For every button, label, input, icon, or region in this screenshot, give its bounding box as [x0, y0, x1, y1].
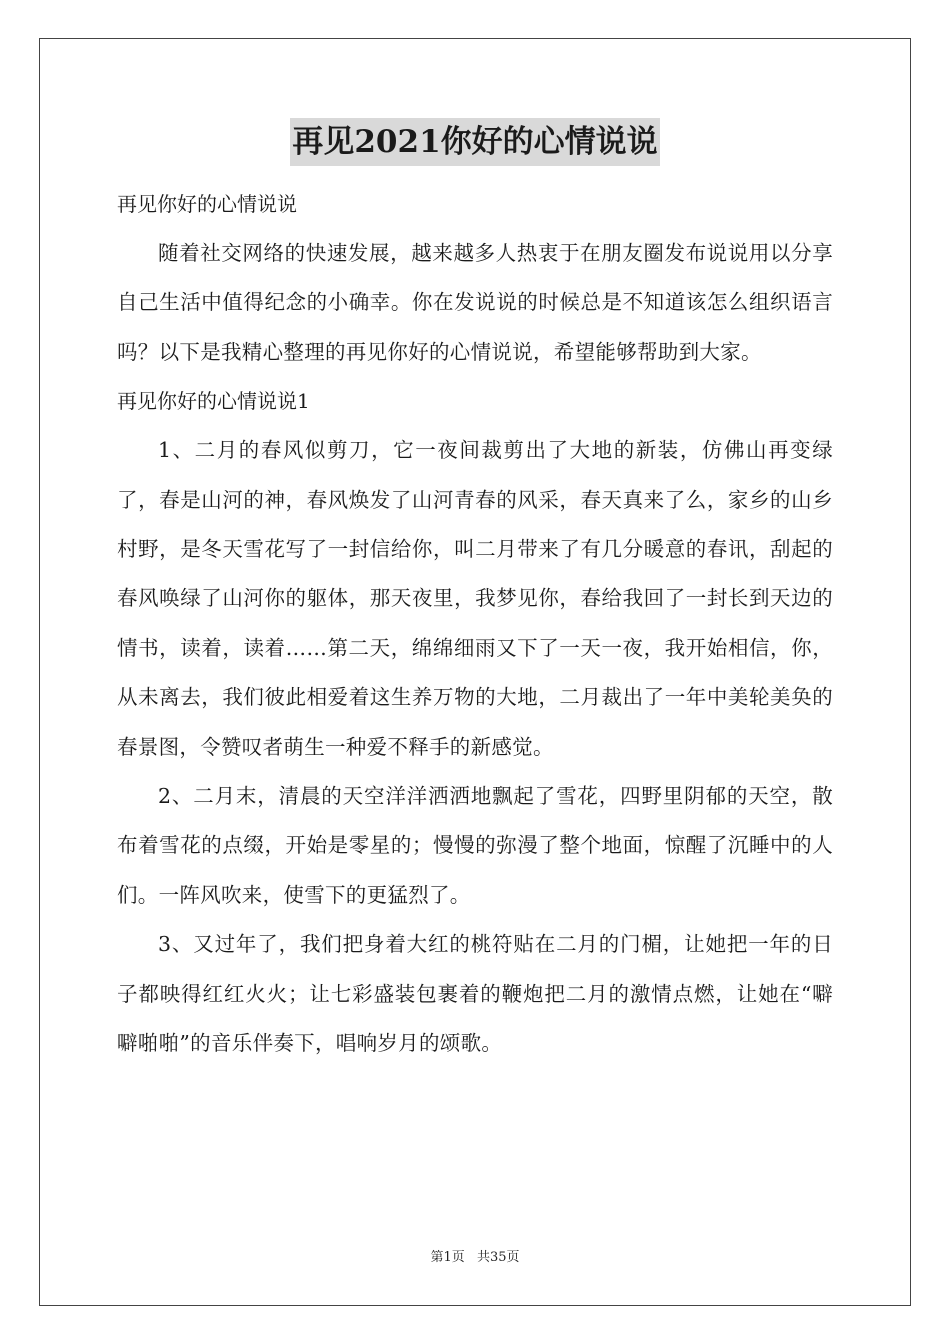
document-title: 再见2021你好的心情说说 [290, 118, 659, 166]
document-subtitle: 再见你好的心情说说 [117, 192, 297, 216]
page-footer [0, 1246, 950, 1265]
page-total: 共35页 [476, 1250, 520, 1265]
title-container [117, 118, 833, 174]
intro-paragraph: 随着社交网络的快速发展，越来越多人热衷于在朋友圈发布说说用以分享自己生活中值得纪念的小确幸。你在发说说的时候总是不知道该怎么组织语言吗？以下是我精心整理的再见你好的心情说说，希望能够帮助到大家。 [117, 241, 833, 364]
paragraph-2: 2、二月末，清晨的天空洋洋洒洒地飘起了雪花，四野里阴郁的天空，散布着雪花的点缀，开始是零星的；慢慢的弥漫了整个地面，惊醒了沉睡中的人们。一阵风吹来，使雪下的更猛烈了。 [117, 784, 833, 907]
paragraph-3: 3、又过年了，我们把身着大红的桃符贴在二月的门楣，让她把一年的日子都映得红红火火；让七彩盛装包裹着的鞭炮把二月的激情点燃，让她在“噼噼啪啪”的音乐伴奏下，唱响岁月的颂歌。 [117, 932, 833, 1056]
paragraph-1: 1、二月的春风似剪刀，它一夜间裁剪出了大地的新装，仿佛山再变绿了，春是山河的神，春风焕发了山河青春的风采，春天真来了么，家乡的山乡村野，是冬天雪花写了一封信给你，叫二月带来了有几分暖意的春讯，刮起的春风唤绿了山河你的躯体，那天夜里，我梦见你，春给我回了一封长到天边的情书，读着，读着……第二天，绵绵细雨又下了一天一夜，我开始相信，你，从未离去，我们彼此相爱着这生养万物的大地，二月裁出了一年中美轮美奂的春景图，令赞叹者萌生一种爱不释手的新感觉。 [117, 438, 833, 759]
section-heading: 再见你好的心情说说1 [117, 389, 310, 414]
document-body [117, 118, 833, 1069]
page-number: 第1页 [430, 1250, 465, 1265]
